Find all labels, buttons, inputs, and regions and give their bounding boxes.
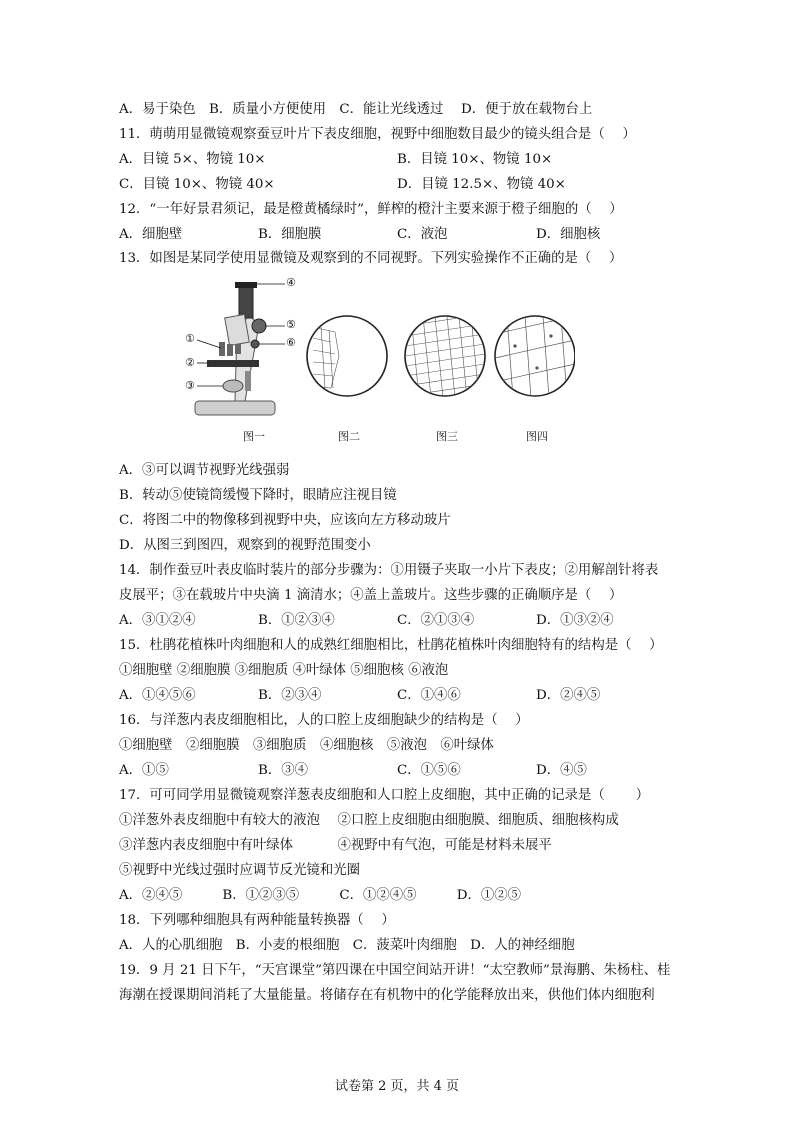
label-6: ⑥	[286, 336, 296, 349]
label-4: ④	[286, 276, 296, 289]
q12-option-b: B．细胞膜	[258, 227, 322, 242]
q19-stem-line1: 19．9 月 21 日下午，“天宫课堂”第四课在中国空间站开讲！“太空教师”景海鹏、朱杨柱、桂	[119, 963, 671, 978]
q13-option-c: C．将图二中的物像移到视野中央，应该向左方移动玻片	[119, 513, 451, 528]
label-1: ①	[185, 332, 195, 345]
view-4-circle	[495, 316, 575, 398]
q14-option-d: D．①③②④	[536, 613, 614, 628]
q13-option-a: A．③可以调节视野光线强弱	[119, 463, 290, 478]
q15-option-d: D．②④⑤	[536, 688, 601, 703]
q18-stem: 18．下列哪种细胞具有两种能量转换器（ ）	[119, 913, 395, 928]
page-footer: 试卷第 2 页，共 4 页	[334, 1079, 460, 1094]
label-3: ③	[185, 379, 195, 392]
label-5: ⑤	[286, 318, 296, 331]
q12-option-d: D．细胞核	[536, 227, 601, 242]
caption-fig4: 图四	[526, 430, 548, 443]
q18-options: A．人的心肌细胞 B．小麦的根细胞 C．菠菜叶肉细胞 D．人的神经细胞	[119, 938, 575, 953]
q11-stem: 11．萌萌用显微镜观察蚕豆叶片下表皮细胞，视野中细胞数目最少的镜头组合是（ ）	[119, 127, 636, 142]
q19-stem-line2: 海潮在授课期间消耗了大量能量。将储存在有机物中的化学能释放出来，供他们体内细胞利	[119, 988, 655, 1003]
q17-options: A．②④⑤ B．①②③⑤ C．①②④⑤ D．①②⑤	[119, 888, 522, 903]
q17-statement-1-2: ①洋葱外表皮细胞中有较大的液泡 ②口腔上皮细胞由细胞膜、细胞质、细胞核构成	[119, 813, 619, 828]
q14-option-b: B．①②③④	[258, 613, 335, 628]
q16-option-a: A．①⑤	[119, 763, 169, 778]
view-2-circle	[307, 316, 387, 396]
q13-stem: 13．如图是某同学使用显微镜及观察到的不同视野。下列实验操作不正确的是（ ）	[119, 251, 623, 266]
caption-fig2: 图二	[338, 430, 360, 443]
q14-option-c: C．②①③④	[397, 613, 475, 628]
q14-stem-line2: 皮展平；③在载玻片中央滴 1 滴清水；④盖上盖玻片。这些步骤的正确顺序是（ ）	[119, 588, 623, 603]
q15-structures: ①细胞壁 ②细胞膜 ③细胞质 ④叶绿体 ⑤细胞核 ⑥液泡	[119, 663, 449, 678]
q16-stem: 16．与洋葱内表皮细胞相比，人的口腔上皮细胞缺少的结构是（ ）	[119, 713, 529, 728]
q11-option-a: A．目镜 5×、物镜 10×	[119, 152, 266, 167]
q17-statement-3-4: ③洋葱内表皮细胞中有叶绿体 ④视野中有气泡，可能是材料未展平	[119, 838, 552, 853]
q16-structures: ①细胞壁 ②细胞膜 ③细胞质 ④细胞核 ⑤液泡 ⑥叶绿体	[119, 738, 494, 753]
q11-option-c: C．目镜 10×、物镜 40×	[119, 177, 275, 192]
q13-figure	[185, 276, 575, 446]
q15-option-c: C．①④⑥	[397, 688, 461, 703]
q12-stem: 12．“一年好景君须记，最是橙黄橘绿时”，鲜榨的橙汁主要来源于橙子细胞的（ ）	[119, 202, 623, 217]
q15-option-b: B．②③④	[258, 688, 322, 703]
q13-option-b: B．转动⑤使镜筒缓慢下降时，眼睛应注视目镜	[119, 488, 397, 503]
q15-option-a: A．①④⑤⑥	[119, 688, 196, 703]
q10-options: A．易于染色 B．质量小方便使用 C．能让光线透过 D．便于放在载物台上	[119, 102, 593, 117]
q16-option-c: C．①⑤⑥	[397, 763, 461, 778]
caption-fig1: 图一	[243, 430, 265, 443]
view-3-circle	[405, 314, 485, 398]
q17-stem: 17．可可同学用显微镜观察洋葱表皮细胞和人口腔上皮细胞，其中正确的记录是（ ）	[119, 788, 650, 803]
label-2: ②	[185, 356, 195, 369]
q13-option-d: D．从图三到图四，观察到的视野范围变小	[119, 538, 371, 553]
q11-option-d: D．目镜 12.5×、物镜 40×	[397, 177, 566, 192]
q14-option-a: A．③①②④	[119, 613, 196, 628]
microscope-drawing	[195, 282, 285, 415]
q11-option-b: B．目镜 10×、物镜 10×	[397, 152, 553, 167]
q16-option-b: B．③④	[258, 763, 309, 778]
q15-stem: 15．杜鹃花植株叶肉细胞和人的成熟红细胞相比，杜鹃花植株叶肉细胞特有的结构是（ ）	[119, 638, 663, 653]
q14-stem-line1: 14．制作蚕豆叶表皮临时装片的部分步骤为：①用镊子夹取一小片下表皮；②用解剖针将表	[119, 563, 659, 578]
q16-option-d: D．④⑤	[536, 763, 587, 778]
q12-option-a: A．细胞壁	[119, 227, 183, 242]
q12-option-c: C．液泡	[397, 227, 448, 242]
caption-fig3: 图三	[436, 430, 458, 443]
microscope-figure	[185, 276, 575, 446]
q17-statement-5: ⑤视野中光线过强时应调节反光镜和光圈	[119, 863, 361, 878]
